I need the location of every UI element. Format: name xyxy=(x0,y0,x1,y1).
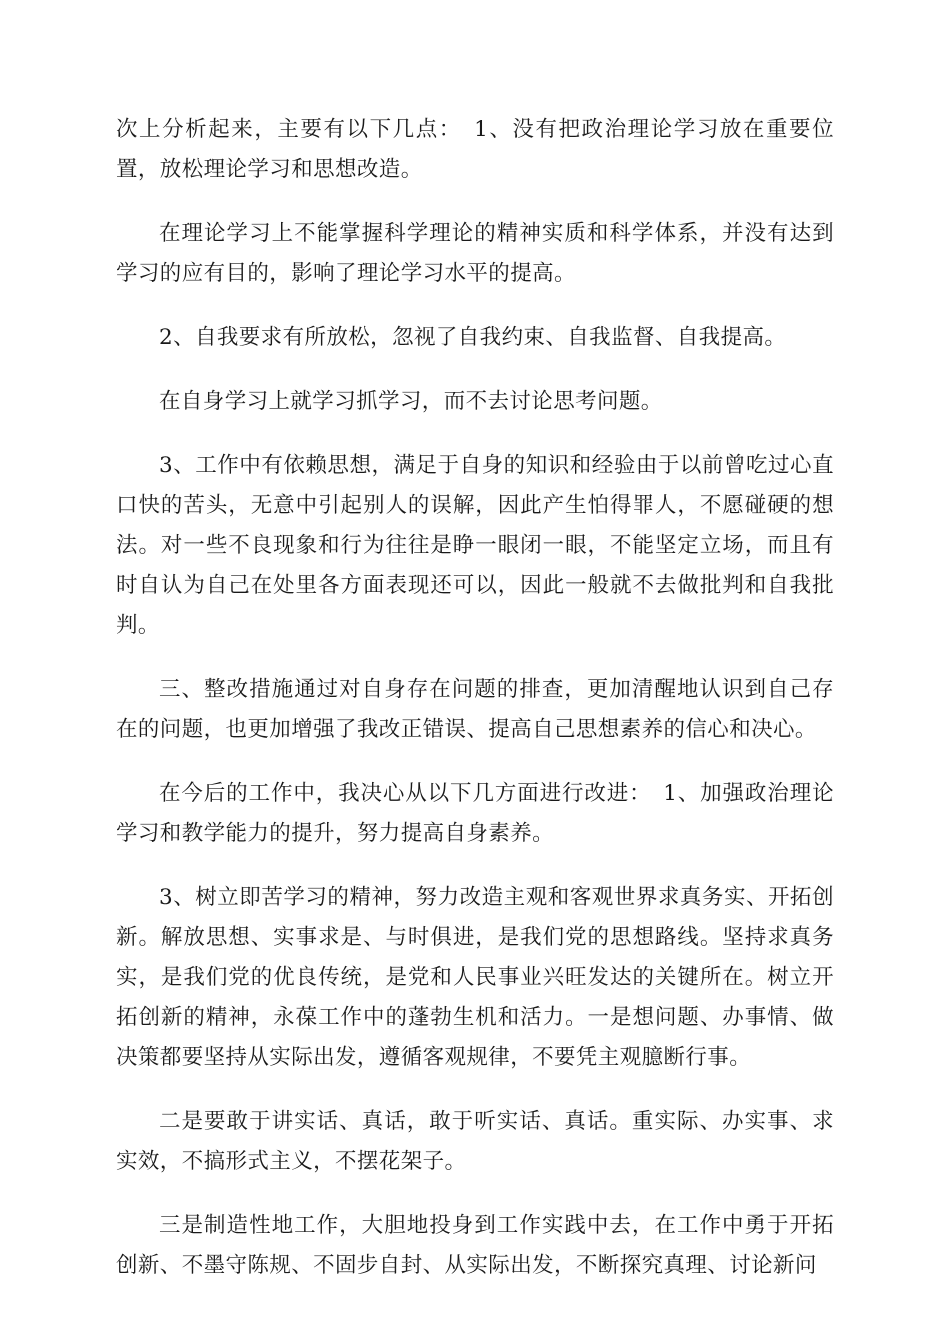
paragraph: 在自身学习上就学习抓学习，而不去讨论思考问题。 xyxy=(159,389,663,414)
paragraph: 3、树立即苦学习的精神，努力改造主观和客观世界求真务实、开拓创新。解放思想、实事求是、与时俱进，是我们党的思想路线。坚持求真务实，是我们党的优良传统，是党和人民事业兴旺发达的关键所在。树立开拓创新的精神，永葆工作中的蓬勃生机和活力。一是想问题、办事情、做决策都要坚持从实际出发，遵循客观规律，不要凭主观臆断行事。 xyxy=(116,885,834,1070)
paragraph: 3、工作中有依赖思想，满足于自身的知识和经验由于以前曾吃过心直口快的苦头，无意中引起别人的误解，因此产生怕得罪人，不愿碰硬的想法。对一些不良现象和行为往往是睁一眼闭一眼，不能坚定立场，而且有时自认为自己在处里各方面表现还可以，因此一般就不去做批判和自我批判。 xyxy=(116,453,834,638)
paragraph: 在理论学习上不能掌握科学理论的精神实质和科学体系，并没有达到学习的应有目的，影响了理论学习水平的提高。 xyxy=(116,221,834,286)
paragraph: 三、整改措施通过对自身存在问题的排查，更加清醒地认识到自己存在的问题，也更加增强了我改正错误、提高自己思想素养的信心和决心。 xyxy=(116,677,834,742)
paragraph: 2、自我要求有所放松，忽视了自我约束、自我监督、自我提高。 xyxy=(159,325,787,350)
document-body xyxy=(116,110,834,1310)
paragraph: 在今后的工作中，我决心从以下几方面进行改进： 1、加强政治理论学习和教学能力的提升，努力提高自身素养。 xyxy=(116,781,834,846)
paragraph: 三是制造性地工作，大胆地投身到工作实践中去，在工作中勇于开拓创新、不墨守陈规、不固步自封、从实际出发，不断探究真理、讨论新问 xyxy=(116,1213,834,1278)
paragraph: 二是要敢于讲实话、真话，敢于听实话、真话。重实际、办实事、求实效，不搞形式主义，不摆花架子。 xyxy=(116,1109,834,1174)
paragraph: 次上分析起来，主要有以下几点： 1、没有把政治理论学习放在重要位置，放松理论学习和思想改造。 xyxy=(116,117,834,182)
